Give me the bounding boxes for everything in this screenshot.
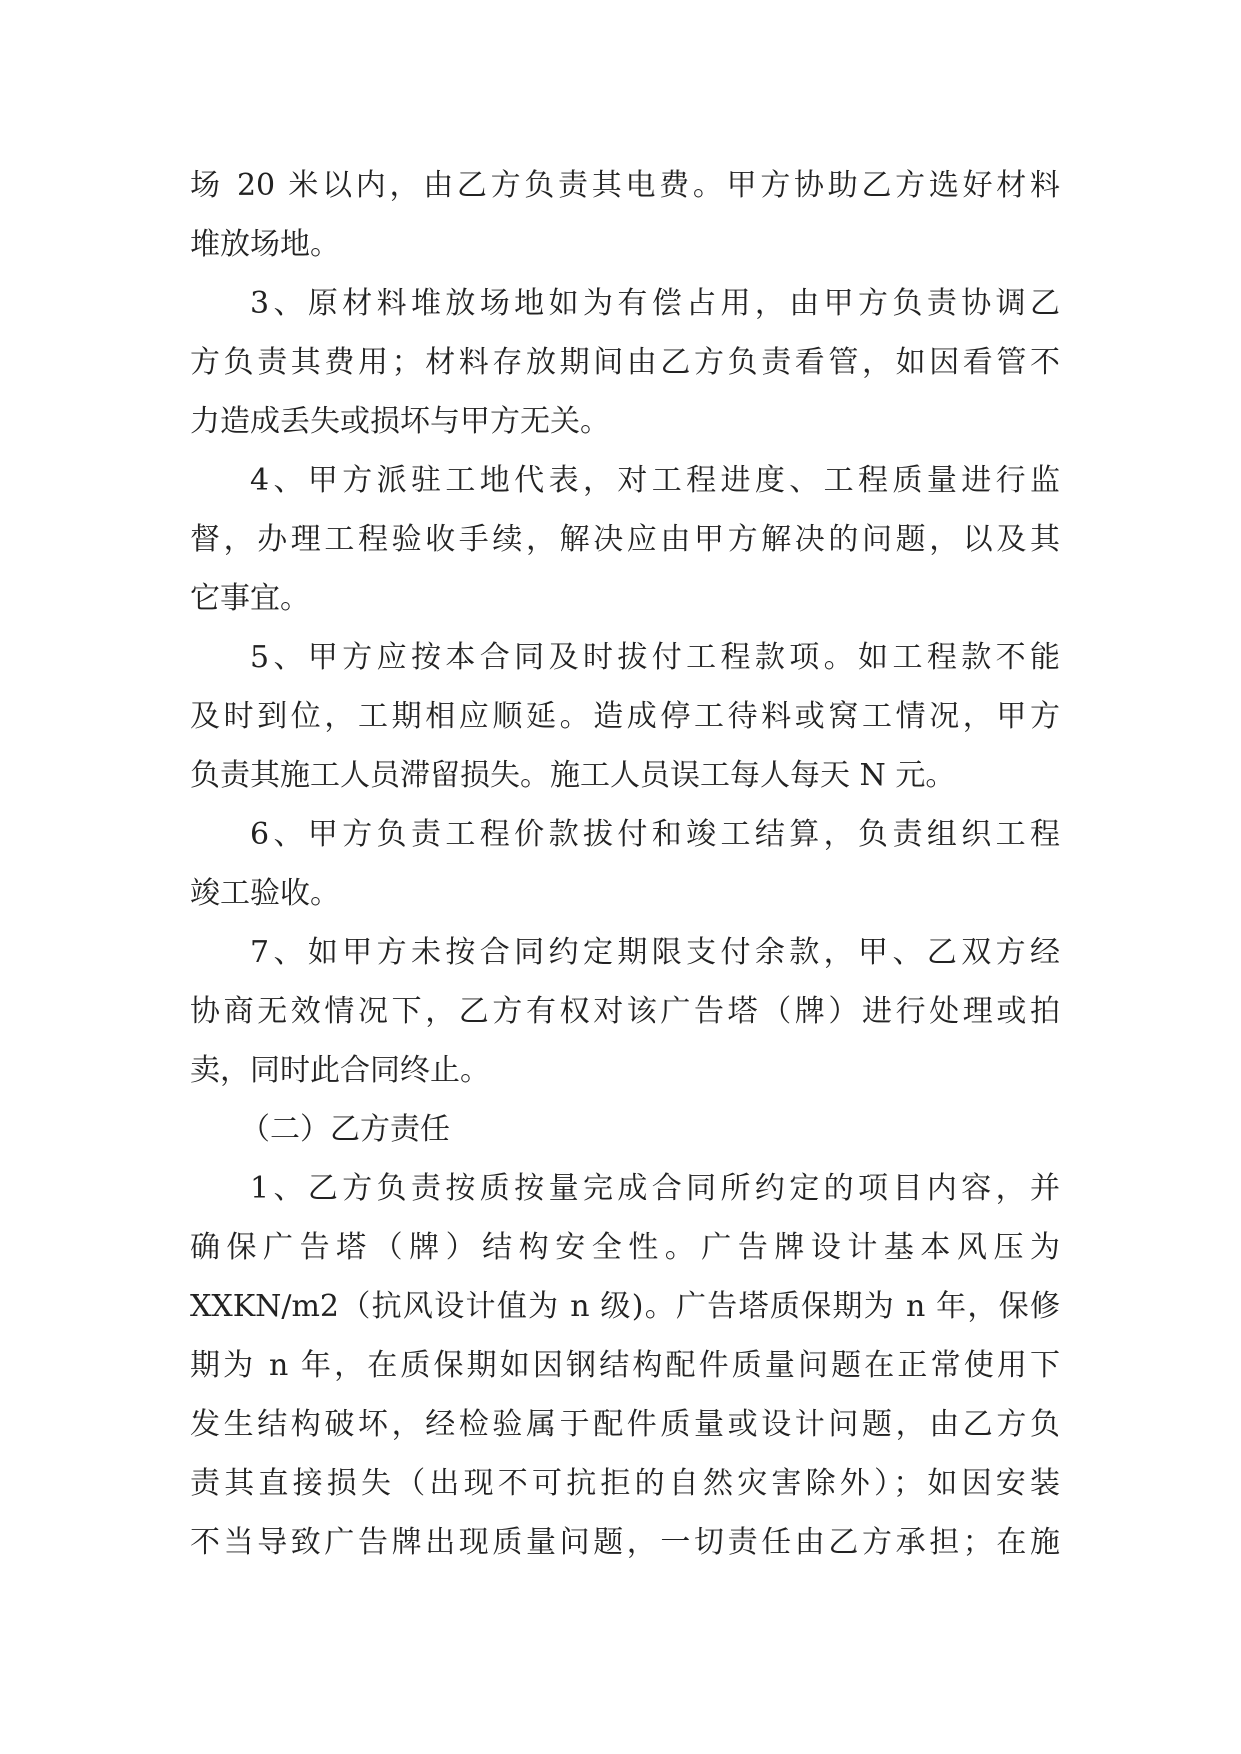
text-line: 方负责其费用；材料存放期间由乙方负责看管，如因看管不 [190,345,1060,380]
text-line: XXKN/m2（抗风设计值为 n 级)。广告塔质保期为 n 年，保修 [190,1289,1060,1324]
text-line: 确保广告塔（牌）结构安全性。广告牌设计基本风压为 [190,1230,1060,1265]
text-line: 卖，同时此合同终止。 [190,1053,490,1088]
text-line: 期为 n 年，在质保期如因钢结构配件质量问题在正常使用下 [190,1348,1060,1383]
clause-4-paragraph [190,451,1060,628]
text-line: 督，办理工程验收手续，解决应由甲方解决的问题，以及其 [190,522,1060,557]
text-line: 发生结构破坏，经检验属于配件质量或设计问题，由乙方负 [190,1407,1060,1442]
party-b-clause-1-paragraph [190,1159,1060,1572]
section-heading [190,1100,1060,1159]
clause-5-paragraph [190,628,1060,805]
text-line: 场 20 米以内，由乙方负责其电费。甲方协助乙方选好材料 [190,168,1060,203]
text-line: 协商无效情况下，乙方有权对该广告塔（牌）进行处理或拍 [190,994,1060,1029]
clause-3-paragraph [190,274,1060,451]
text-line: 堆放场地。 [190,227,340,262]
text-line: 不当导致广告牌出现质量问题，一切责任由乙方承担；在施 [190,1525,1060,1560]
text-line: 及时到位，工期相应顺延。造成停工待料或窝工情况，甲方 [190,699,1060,734]
section-heading-text: （二）乙方责任 [240,1112,450,1147]
text-line: 责其直接损失（出现不可抗拒的自然灾害除外）；如因安装 [190,1466,1060,1501]
text-line: 力造成丢失或损坏与甲方无关。 [190,404,610,439]
text-line: 3、原材料堆放场地如为有偿占用，由甲方负责协调乙 [250,286,1060,321]
text-line: 负责其施工人员滞留损失。施工人员误工每人每天 N 元。 [190,758,956,793]
text-line: 5、甲方应按本合同及时拔付工程款项。如工程款不能 [250,640,1060,675]
text-line: 7、如甲方未按合同约定期限支付余款，甲、乙双方经 [250,935,1060,970]
clause-7-paragraph [190,923,1060,1100]
paragraph-continuation [190,156,1060,274]
document-body [190,156,1060,1572]
text-line: 竣工验收。 [190,876,340,911]
text-line: 4、甲方派驻工地代表，对工程进度、工程质量进行监 [250,463,1060,498]
text-line: 6、甲方负责工程价款拔付和竣工结算，负责组织工程 [250,817,1060,852]
text-line: 1、乙方负责按质按量完成合同所约定的项目内容，并 [250,1171,1060,1206]
text-line: 它事宜。 [190,581,310,616]
clause-6-paragraph [190,805,1060,923]
